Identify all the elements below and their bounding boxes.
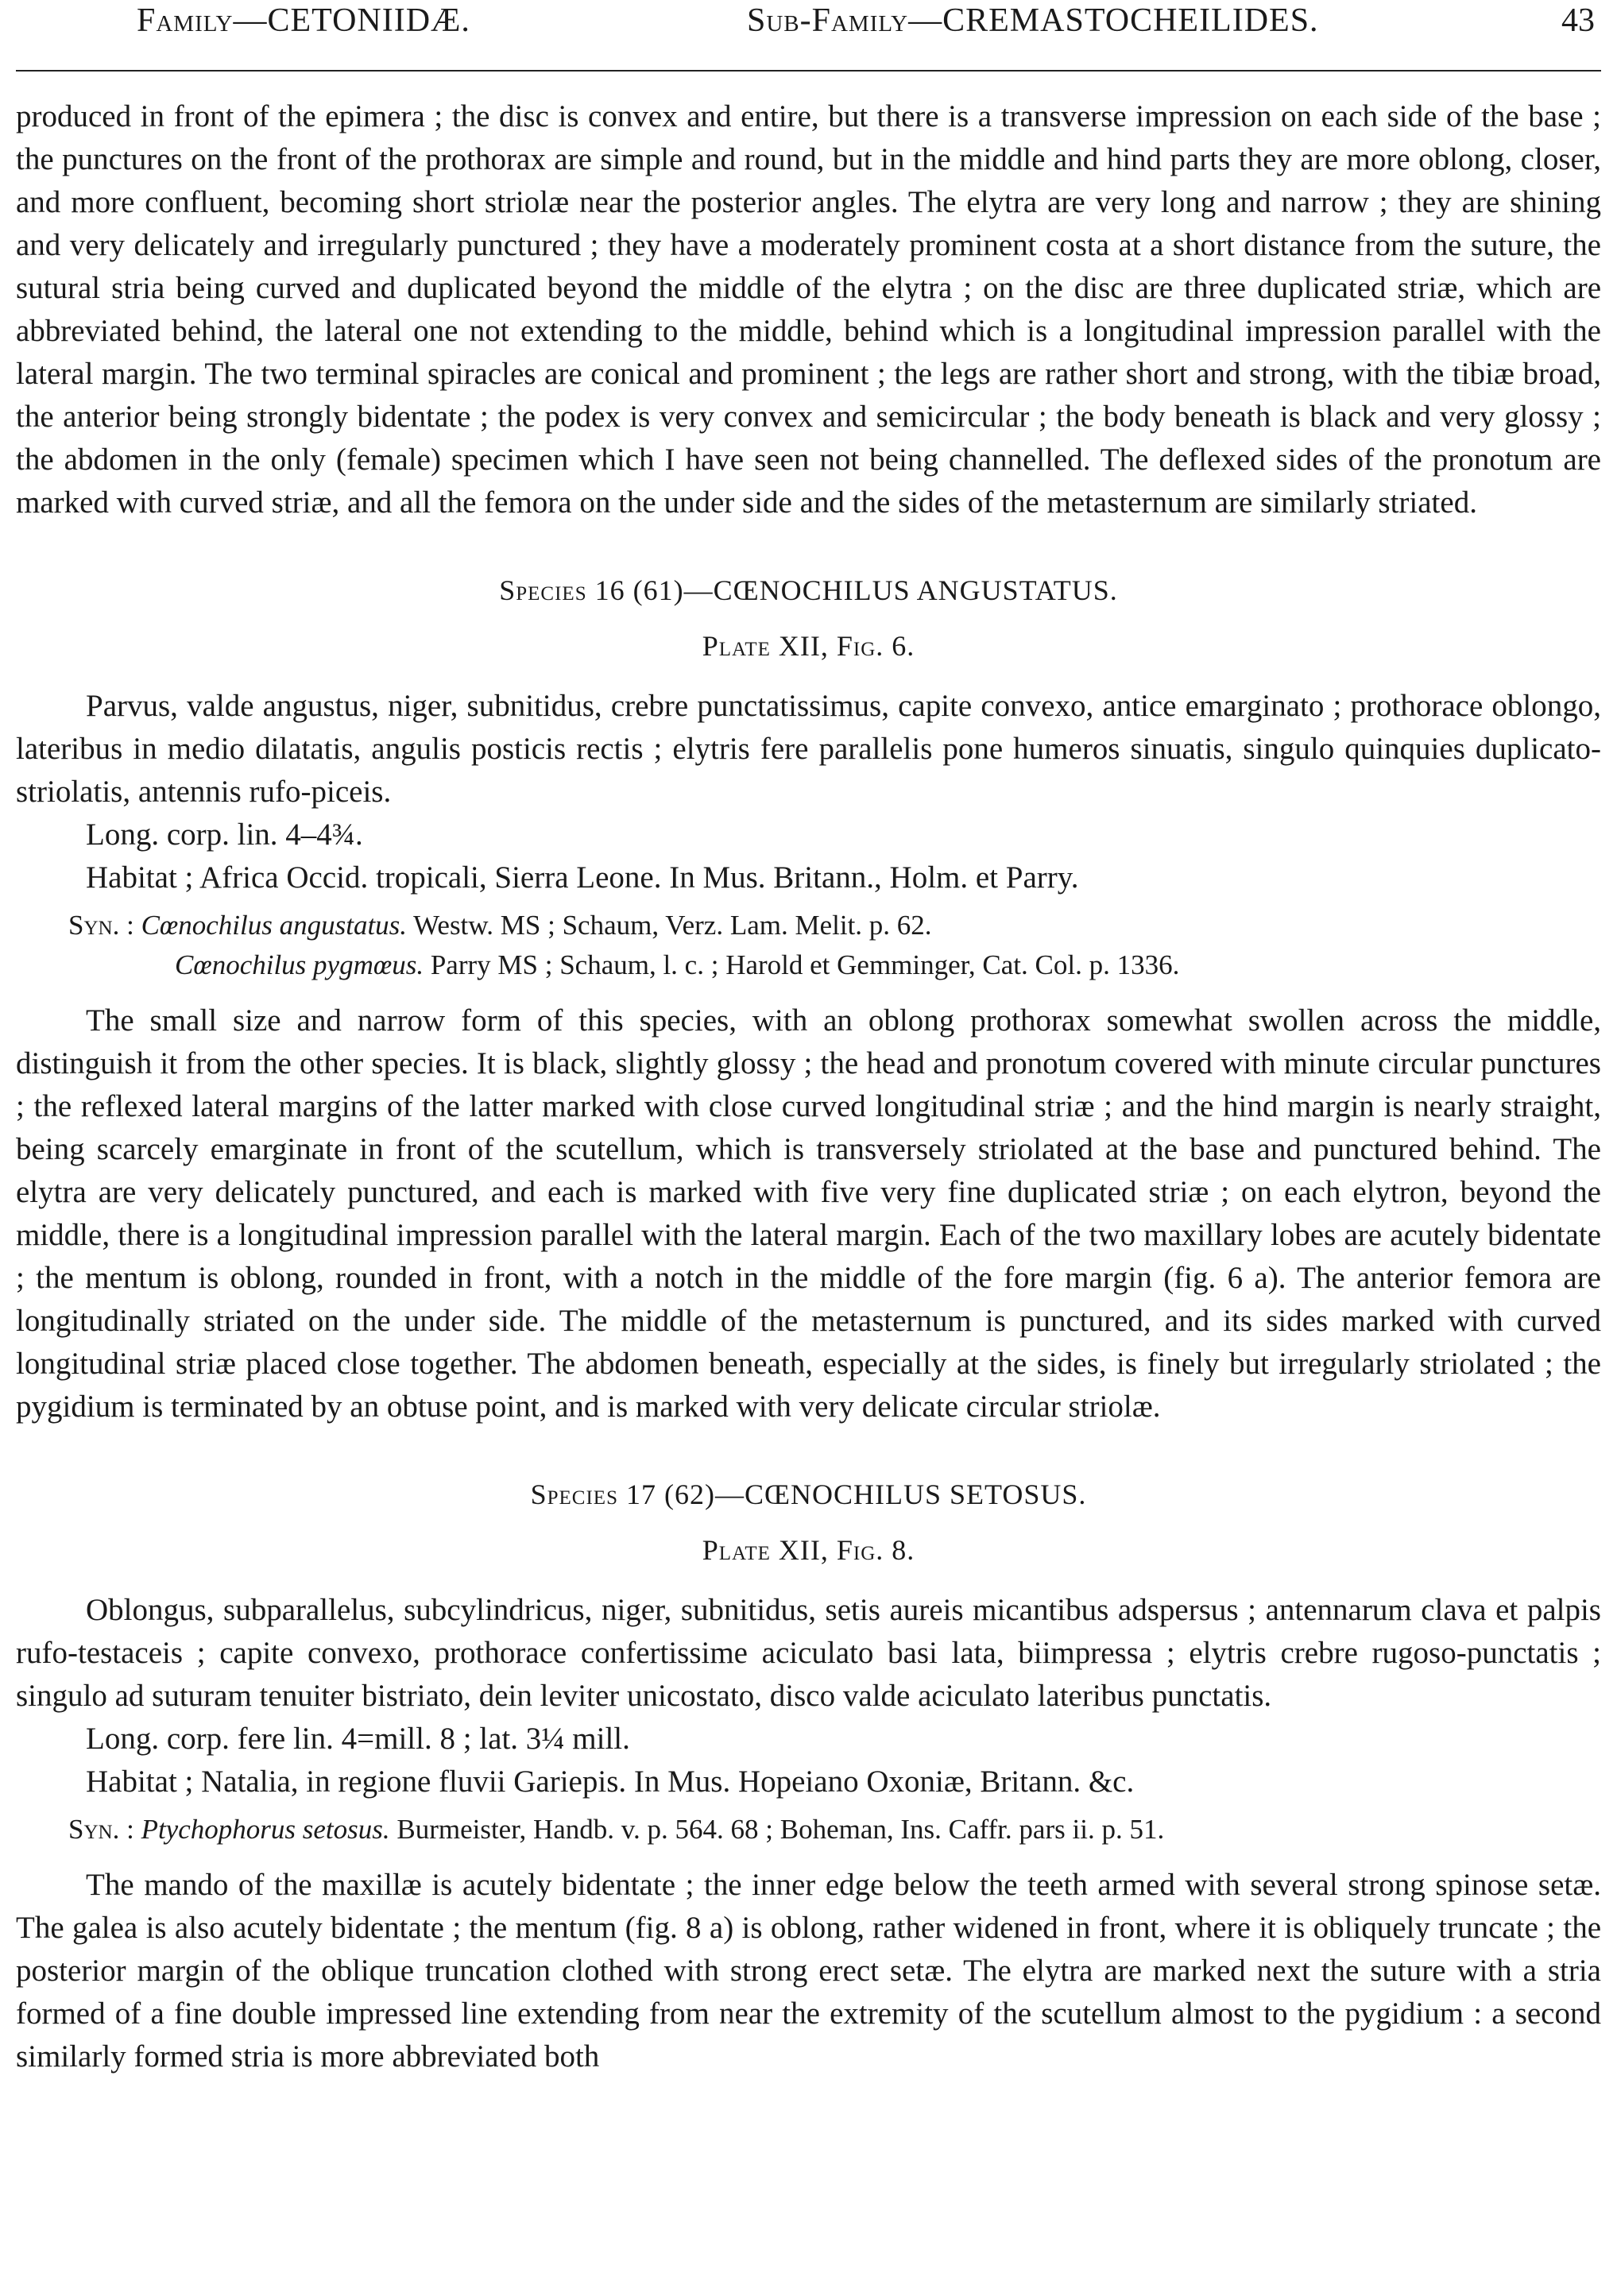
synonym-name: Cœnochilus angustatus. xyxy=(141,910,408,941)
species-17-latin-diagnosis: Oblongus, subparallelus, subcylindricus, niger, subnitidus, setis aureis micantibus adspersus ; antennarum clava et palpis rufo-testaceis ; capite convexo, prothorace confertissime aciculato basi lata, biimpressa ; elytris crebre rugoso-punctatis ; singulo ad suturam tenuiter bistriato, dein leviter unicostato, disco valde aciculato lateribus punctatis. xyxy=(16,1593,1601,1713)
species-17-habitat: Habitat ; Natalia, in regione fluvii Gariepis. In Mus. Hopeiano Oxoniæ, Britann. &c. xyxy=(86,1765,1135,1799)
synonym-name: Ptychophorus setosus. xyxy=(141,1814,390,1845)
species-16-latin-block xyxy=(16,685,1601,899)
species-16-length: Long. corp. lin. 4–4¾. xyxy=(86,818,363,852)
species-17-plate: Plate XII, Fig. 8. xyxy=(702,1534,915,1566)
species-16-habitat: Habitat ; Africa Occid. tropicali, Sierra Leone. In Mus. Britann., Holm. et Parry. xyxy=(86,860,1079,895)
species-16-syn-line-2 xyxy=(16,945,1601,985)
species-17-latin-block xyxy=(16,1589,1601,1803)
syn-label: Syn. : xyxy=(68,1814,134,1845)
body-text xyxy=(16,95,1601,2078)
species-16-latin-diagnosis: Parvus, valde angustus, niger, subnitidus, crebre punctatissimus, capite convexo, antice emarginato ; prothorace oblongo, lateribus in medio dilatatis, angulis posticis rectis ; elytris fere parallelis pone humeros sinuatis, singulo quinquies duplicato-striolatis, antennis rufo-piceis. xyxy=(16,689,1601,809)
header-family: Family—CETONIIDÆ. xyxy=(137,2,470,39)
synonym-reference: Parry MS ; Schaum, l. c. ; Harold et Gemminger, Cat. Col. p. 1336. xyxy=(430,949,1180,980)
running-head xyxy=(16,0,1601,40)
species-17-description: The mando of the maxillæ is acutely bidentate ; the inner edge below the teeth armed with several strong spinose setæ. The galea is also acutely bidentate ; the mentum (fig. 8 a) is oblong, rather widened in front, where it is obliquely truncate ; the posterior margin of the oblique truncation clothed with strong erect setæ. The elytra are marked next the suture with a stria formed of a fine double impressed line extending from near the extremity of the scutellum almost to the pygidium : a second similarly formed stria is more abbreviated both xyxy=(16,1868,1601,2074)
synonym-name: Cœnochilus pygmœus. xyxy=(175,949,424,980)
species-16-heading: Species 16 (61)—CŒNOCHILUS ANGUSTATUS. xyxy=(499,574,1118,606)
species-17-synonymy xyxy=(16,1810,1601,1850)
species-16-synonymy xyxy=(16,906,1601,985)
syn-label: Syn. : xyxy=(68,910,134,941)
species-17-syn-line-1 xyxy=(16,1810,1601,1850)
page-number: 43 xyxy=(1561,2,1595,39)
synonym-reference: Westw. MS ; Schaum, Verz. Lam. Melit. p. 62. xyxy=(413,910,932,941)
header-rule xyxy=(16,70,1601,72)
species-16-plate: Plate XII, Fig. 6. xyxy=(702,630,915,662)
synonym-reference: Burmeister, Handb. v. p. 564. 68 ; Boheman, Ins. Caffr. pars ii. p. 51. xyxy=(397,1814,1165,1845)
species-16-syn-line-1 xyxy=(16,906,1601,945)
header-subfamily: Sub-Family—CREMASTOCHEILIDES. xyxy=(747,2,1319,39)
page xyxy=(16,0,1601,2074)
species-17-heading: Species 17 (62)—CŒNOCHILUS SETOSUS. xyxy=(530,1478,1087,1510)
species-16-description: The small size and narrow form of this species, with an oblong prothorax somewhat swollen across the middle, distinguish it from the other species. It is black, slightly glossy ; the head and pronotum covered with minute circular punctures ; the reflexed lateral margins of the latter marked with close curved longitudinal striæ ; and the hind margin is nearly straight, being scarcely emarginate in front of the scutellum, which is transversely striolated at the base and punctured behind. The elytra are very delicately punctured, and each is marked with five very fine duplicated striæ ; on each elytron, beyond the middle, there is a longitudinal impression parallel with the lateral margin. Each of the two maxillary lobes are acutely bidentate ; the mentum is oblong, rounded in front, with a notch in the middle of the fore margin (fig. 6 a). The anterior femora are longitudinally striated on the under side. The middle of the metasternum is punctured, and its sides marked with curved longitudinal striæ placed close together. The abdomen beneath, especially at the sides, is finely but irregularly striolated ; the pygidium is terminated by an obtuse point, and is marked with very delicate circular striolæ. xyxy=(16,1003,1601,1424)
intro-paragraph: produced in front of the epimera ; the disc is convex and entire, but there is a transverse impression on each side of the base ; the punctures on the front of the prothorax are simple and round, but in the middle and hind parts they are more oblong, closer, and more confluent, becoming short striolæ near the posterior angles. The elytra are very long and narrow ; they are shining and very delicately and irregularly punctured ; they have a moderately prominent costa at a short distance from the suture, the sutural stria being curved and duplicated beyond the middle of the elytra ; on the disc are three duplicated striæ, which are abbreviated behind, the lateral one not extending to the middle, behind which is a longitudinal impression parallel with the lateral margin. The two terminal spiracles are conical and prominent ; the legs are rather short and strong, with the tibiæ broad, the anterior being strongly bidentate ; the podex is very convex and semicircular ; the body beneath is black and very glossy ; the abdomen in the only (female) specimen which I have seen not being channelled. The deflexed sides of the pronotum are marked with curved striæ, and all the femora on the under side and the sides of the metasternum are similarly striated. xyxy=(16,99,1601,520)
species-17-length: Long. corp. fere lin. 4=mill. 8 ; lat. 3¼ mill. xyxy=(86,1722,630,1756)
